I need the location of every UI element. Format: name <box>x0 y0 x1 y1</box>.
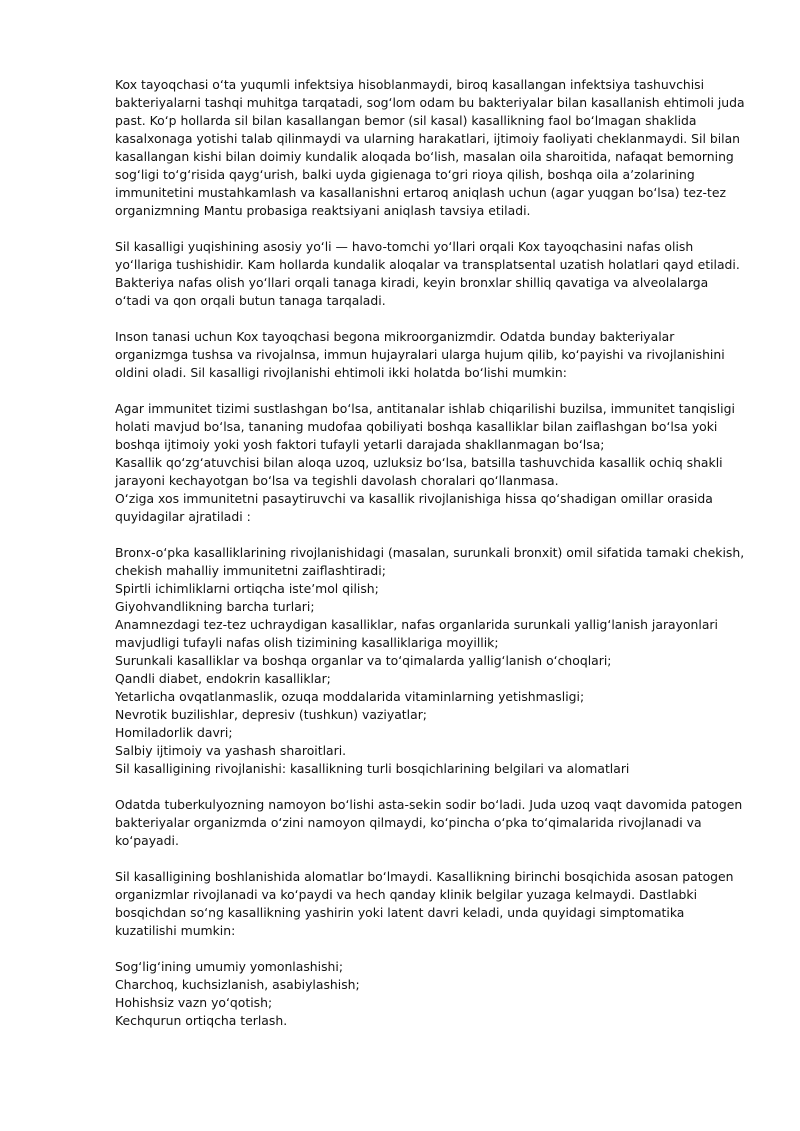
risk-factor-item: Salbiy ijtimoiy va yashash sharoitlari. <box>115 743 347 758</box>
paragraph-contagiousness: Kox tayoqchasi oʻta yuqumli infektsiya hisoblanmaydi, biroq kasallangan infektsiya tashuvchisi bakteriyalarni tashqi muhitga tarqatadi, sogʻlom odam bu bakteriyalar bilan kasallanish ehtimoli juda past. Koʻp hollarda sil bilan kasallangan bemor (sil kasal) kasallikning faol boʻlmagan shaklida kasalxonaga yotishi talab qilinmaydi va ularning harakatlari, ijtimoiy faoliyati cheklanmaydi. Sil bilan kasallangan kishi bilan doimiy kundalik aloqada boʻlish, masalan oila sharoitida, nafaqat bemorning sogʻligi toʻgʻrisida qaygʻurish, balki uyda gigienaga toʻgri rioya qilish, boshqa oila aʼzolarining immunitetini mustahkamlash va kasallanishni ertaroq aniqlash uchun (agar yuqgan boʻlsa) tez-tez organizmning Mantu probasiga reaktsiyani aniqlash tavsiya etiladi. <box>115 77 745 218</box>
paragraph-transmission: Sil kasalligi yuqishining asosiy yoʻli — havo-tomchi yoʻllari orqali Kox tayoqchasini nafas olish yoʻllariga tushishidir. Kam hollarda kundalik aloqalar va transplatsental uzatish holatlari qayd etiladi. Bakteriya nafas olish yoʻllari orqali tanaga kiradi, keyin bronxlar shilliq qavatiga va alveolalarga oʻtadi va qon orqali butun tanaga tarqaladi. <box>115 239 740 308</box>
paragraph-immune-response: Inson tanasi uchun Kox tayoqchasi begona mikroorganizmdir. Odatda bunday bakteriyalar organizmga tushsa va rivojalnsa, immun hujayralari ularga hujum qilib, koʻpayishi va rivojlanishini oldini oladi. Sil kasalligi rivojlanishi ehtimoli ikki holatda boʻlishi mumkin: <box>115 329 725 380</box>
conditions-block <box>115 400 745 526</box>
risk-factor-item: Anamnezdagi tez-tez uchraydigan kasalliklar, nafas organlarida surunkali yalligʻlanish jarayonlari mavjudligi tufayli nafas olish tizimining kasalliklariga moyillik; <box>115 617 718 650</box>
risk-factor-item: Yetarlicha ovqatlanmaslik, ozuqa moddalarida vitaminlarning yetishmasligi; <box>115 689 585 704</box>
risk-factor-item: Giyohvandlikning barcha turlari; <box>115 599 315 614</box>
risk-factor-item: Nevrotik buzilishlar, depresiv (tushkun) vaziyatlar; <box>115 707 427 722</box>
risk-factors-block <box>115 544 745 778</box>
condition-item: Oʻziga xos immunitetni pasaytiruvchi va kasallik rivojlanishiga hissa qoʻshadigan omillar orasida quyidagilar ajratiladi : <box>115 491 713 524</box>
symptom-item: Kechqurun ortiqcha terlash. <box>115 1013 288 1028</box>
paragraph-gradual-onset: Odatda tuberkulyozning namoyon boʻlishi asta-sekin sodir boʻladi. Juda uzoq vaqt davomida patogen bakteriyalar organizmda oʻzini namoyon qilmaydi, koʻpincha oʻpka toʻqimalarida rivojlanadi va koʻpayadi. <box>115 797 743 848</box>
risk-factor-item: Homiladorlik davri; <box>115 725 233 740</box>
document-page <box>115 76 745 1048</box>
condition-item: Agar immunitet tizimi sustlashgan boʻlsa, antitanalar ishlab chiqarilishi buzilsa, immunitet tanqisligi holati mavjud boʻlsa, tananing mudofaa qobiliyati boshqa kasalliklar bilan zaiflashgan boʻlsa yoki boshqa ijtimoiy yoki yosh faktori tufayli yetarli darajada shakllanmagan boʻlsa; <box>115 401 735 452</box>
risk-factor-item: Bronx-oʻpka kasalliklarining rivojlanishidagi (masalan, surunkali bronxit) omil sifatida tamaki chekish, chekish mahalliy immunitetni zaiflashtiradi; <box>115 545 745 578</box>
risk-factor-item: Surunkali kasalliklar va boshqa organlar va toʻqimalarda yalligʻlanish oʻchoqlari; <box>115 653 612 668</box>
risk-factor-item: Spirtli ichimliklarni ortiqcha isteʼmol qilish; <box>115 581 379 596</box>
paragraph-latent-period: Sil kasalligining boshlanishida alomatlar boʻlmaydi. Kasallikning birinchi bosqichida asosan patogen organizmlar rivojlanadi va koʻpaydi va hech qanday klinik belgilar yuzaga kelmaydi. Dastlabki bosqichdan soʻng kasallikning yashirin yoki latent davri keladi, unda quyidagi simptomatika kuzatilishi mumkin: <box>115 869 734 938</box>
symptom-item: Hohishsiz vazn yoʻqotish; <box>115 995 273 1010</box>
symptoms-block <box>115 958 745 1030</box>
symptom-item: Sogʻligʻining umumiy yomonlashishi; <box>115 959 344 974</box>
risk-factor-item: Qandli diabet, endokrin kasalliklar; <box>115 671 331 686</box>
symptom-item: Charchoq, kuchsizlanish, asabiylashish; <box>115 977 360 992</box>
condition-item: Kasallik qoʻzgʻatuvchisi bilan aloqa uzoq, uzluksiz boʻlsa, batsilla tashuvchida kasallik ochiq shakli jarayoni kechayotgan boʻlsa va tegishli davolash choralari qoʻllanmasa. <box>115 455 723 488</box>
section-heading: Sil kasalligining rivojlanishi: kasallikning turli bosqichlarining belgilari va alomatlari <box>115 761 630 776</box>
